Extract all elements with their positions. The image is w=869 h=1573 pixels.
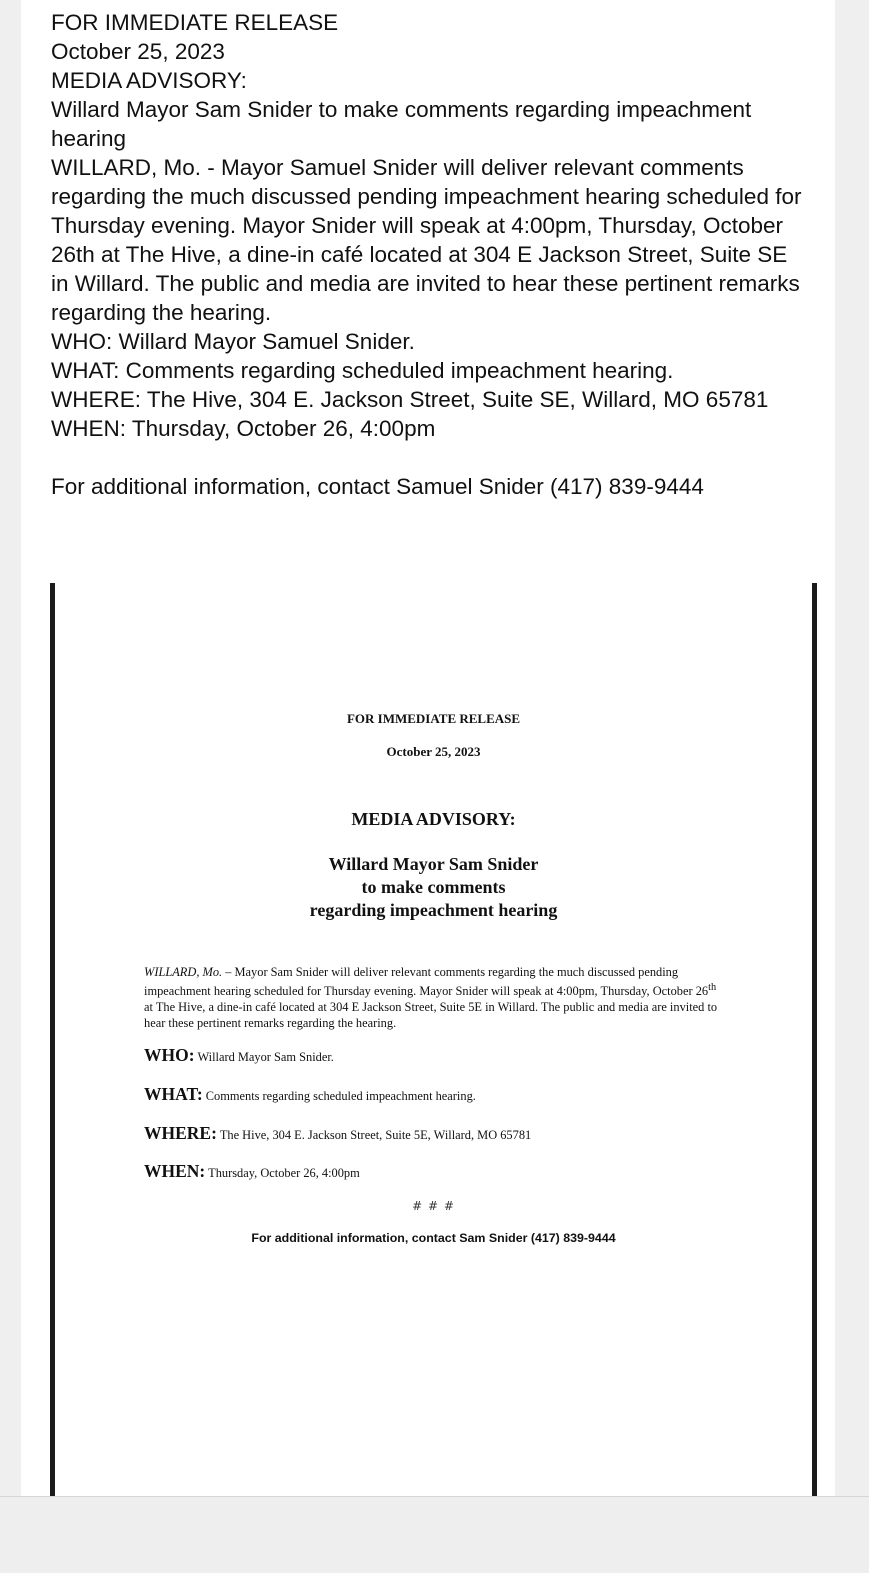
email-message bbox=[21, 0, 835, 1496]
scan-when-label: WHEN: bbox=[144, 1161, 206, 1181]
scan-end-marker: # # # bbox=[412, 1199, 455, 1213]
scan-what-label: WHAT: bbox=[144, 1084, 203, 1104]
scan-what-value: Comments regarding scheduled impeachment hearing. bbox=[205, 1089, 476, 1103]
scan-ordinal: th bbox=[708, 982, 717, 993]
contact-line: For additional information, contact Samuel Snider (417) 839-9444 bbox=[51, 474, 704, 499]
scan-where-label: WHERE: bbox=[144, 1123, 217, 1143]
scan-where bbox=[144, 1123, 531, 1144]
scan-dateline: WILLARD, Mo. bbox=[144, 965, 223, 979]
press-release-image[interactable] bbox=[50, 583, 817, 1496]
scan-release: FOR IMMEDIATE RELEASE bbox=[346, 711, 521, 726]
bottom-toolbar bbox=[0, 1496, 869, 1573]
date-line: October 25, 2023 bbox=[51, 39, 225, 64]
body-paragraph: WILLARD, Mo. - Mayor Samuel Snider will deliver relevant comments regarding the much discussed pending impeachment hearing scheduled for Thursday evening. Mayor Snider will speak at 4:00pm, Thursday, October 26th at The Hive, a dine-in café located at 304 E Jackson Street, Suite SE in Willard. The public and media are invited to hear these pertinent remarks regarding the hearing. bbox=[51, 155, 802, 325]
when-line: WHEN: Thursday, October 26, 4:00pm bbox=[51, 416, 436, 441]
scan-what bbox=[144, 1084, 476, 1105]
what-line: WHAT: Comments regarding scheduled impeachment hearing. bbox=[51, 358, 674, 383]
email-body-text bbox=[51, 8, 811, 501]
scan-who-label: WHO: bbox=[144, 1045, 195, 1065]
scan-date: October 25, 2023 bbox=[386, 744, 481, 759]
scan-where-value: The Hive, 304 E. Jackson Street, Suite 5E, Willard, MO 65781 bbox=[219, 1128, 532, 1142]
scan-who bbox=[144, 1045, 334, 1066]
scan-body-text: – Mayor Sam Snider will deliver relevant comments regarding the much discussed pending impeachment hearing scheduled for Thursday evening. Mayor Snider will speak at 4:00pm, Thursday, October 26 bbox=[144, 965, 709, 999]
advisory-line: MEDIA ADVISORY: bbox=[51, 68, 247, 93]
scan-who-value: Willard Mayor Sam Snider. bbox=[197, 1050, 334, 1064]
release-line: FOR IMMEDIATE RELEASE bbox=[51, 10, 339, 35]
scan-headline-line: to make comments bbox=[361, 877, 506, 897]
scan-body-text: at The Hive, a dine-in café located at 304 E Jackson Street, Suite 5E in Willard. The public and media are invited to hear these pertinent remarks regarding the hearing. bbox=[144, 1000, 718, 1031]
spacer bbox=[51, 443, 811, 472]
scan-when-value: Thursday, October 26, 4:00pm bbox=[208, 1166, 360, 1180]
who-line: WHO: Willard Mayor Samuel Snider. bbox=[51, 329, 415, 354]
scan-contact: For additional information, contact Sam Snider (417) 839-9444 bbox=[251, 1231, 616, 1245]
scan-advisory: MEDIA ADVISORY: bbox=[351, 809, 516, 829]
scan-body-paragraph bbox=[144, 964, 719, 1031]
scan-headline bbox=[55, 853, 812, 922]
scan-headline-line: regarding impeachment hearing bbox=[309, 900, 558, 920]
scan-when bbox=[144, 1161, 360, 1182]
scan-headline-line: Willard Mayor Sam Snider bbox=[328, 854, 539, 874]
where-line: WHERE: The Hive, 304 E. Jackson Street, Suite SE, Willard, MO 65781 bbox=[51, 387, 769, 412]
headline: Willard Mayor Sam Snider to make comments regarding impeachment hearing bbox=[51, 97, 752, 151]
